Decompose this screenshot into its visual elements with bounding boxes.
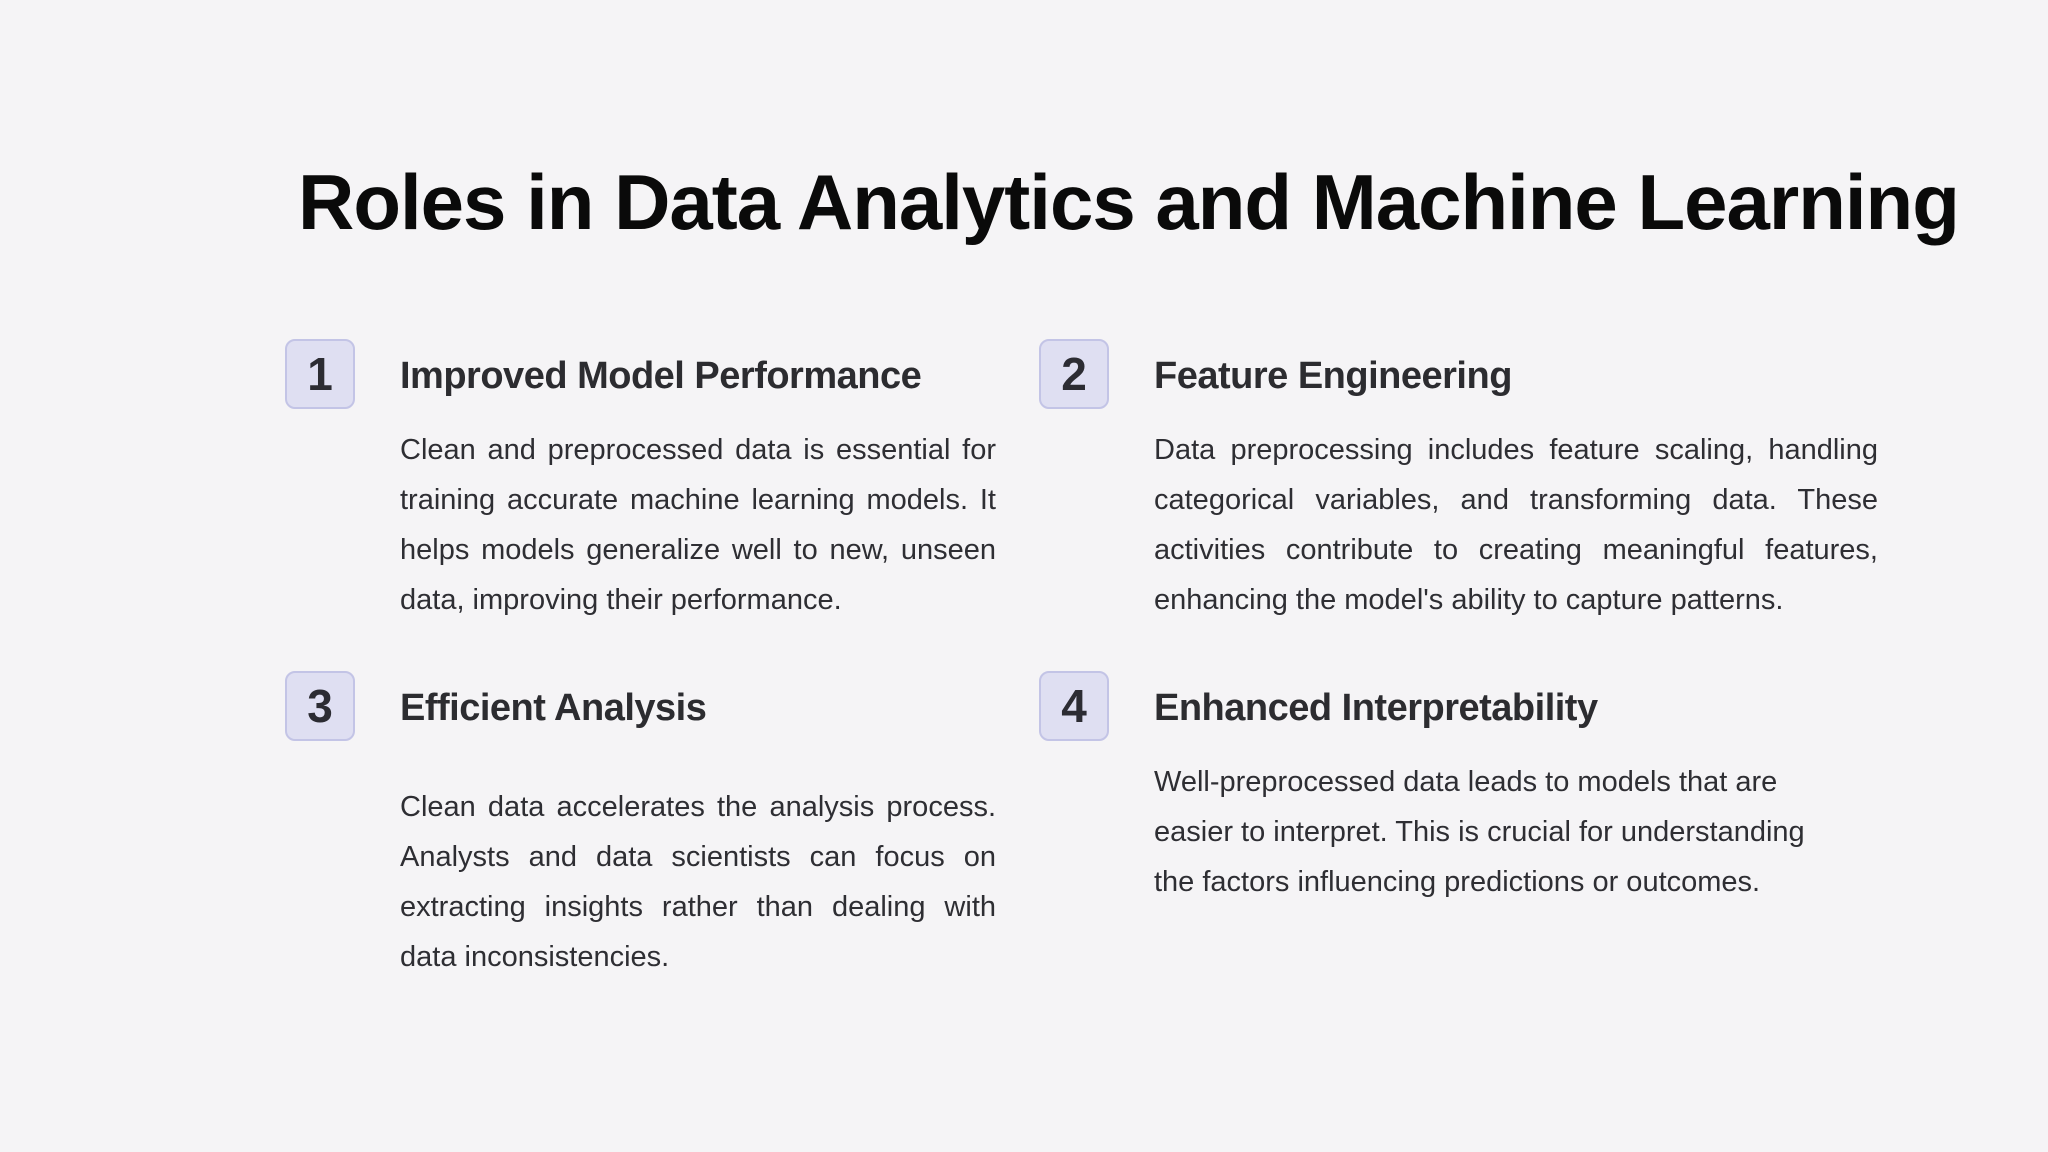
step-number-badge: 2 — [1039, 339, 1109, 409]
role-item-description: Well-preprocessed data leads to models that are easier to interpret. This is crucial for understanding the factors influencing predictions or outcomes. — [1154, 766, 1805, 898]
role-item-description: Clean and preprocessed data is essential for training accurate machine learning models. It helps models generalize well to new, unseen data, improving their performance. — [400, 434, 996, 616]
role-item-description: Clean data accelerates the analysis process. Analysts and data scientists can focus on extracting insights rather than dealing with data inconsistencies. — [400, 791, 996, 973]
role-item-heading: Enhanced Interpretability — [1154, 687, 1598, 729]
step-number-badge: 1 — [285, 339, 355, 409]
role-item-heading: Efficient Analysis — [400, 687, 707, 729]
step-number-badge: 3 — [285, 671, 355, 741]
role-item-description: Data preprocessing includes feature scaling, handling categorical variables, and transforming data. These activities contribute to creating meaningful features, enhancing the model's ability to capture patterns. — [1154, 434, 1878, 616]
role-item-heading: Improved Model Performance — [400, 355, 922, 397]
step-number-badge: 4 — [1039, 671, 1109, 741]
page-title: Roles in Data Analytics and Machine Learning — [298, 158, 1959, 246]
role-item-heading: Feature Engineering — [1154, 355, 1512, 397]
